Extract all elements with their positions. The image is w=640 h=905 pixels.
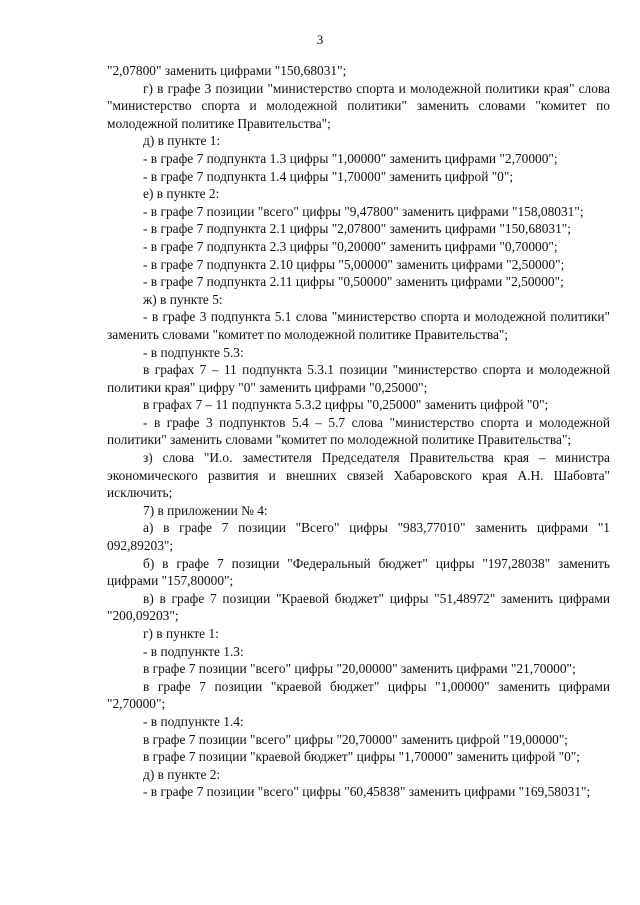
paragraph: б) в графе 7 позиции "Федеральный бюджет" цифры "197,28038" заменить цифрами "157,80000"; [107, 555, 610, 589]
paragraph: - в графе 7 подпункта 1.3 цифры "1,00000" заменить цифрами "2,70000"; [143, 150, 558, 166]
paragraph: в графах 7 – 11 подпункта 5.3.1 позиции "министерство спорта и молодежной политики края" цифру "0" заменить цифрами "0,25000"; [107, 362, 610, 395]
paragraph: - в графе 7 подпункта 2.11 цифры "0,50000" заменить цифрами "2,50000"; [143, 274, 564, 290]
paragraph: - в графе 7 подпункта 2.10 цифры "5,00000" заменить цифрами "2,50000"; [143, 256, 565, 272]
paragraph: - в графе 7 подпункта 2.1 цифры "2,07800" заменить цифрами "150,68031"; [143, 221, 571, 237]
paragraph: д) в пункте 2: [143, 766, 221, 782]
paragraph: - в графе 3 подпункта 5.1 слова "министерство спорта и молодежной политики" заменить словами "комитет по молодежной политике Правительства"; [107, 309, 610, 342]
paragraph: д) в пункте 1: [143, 133, 221, 149]
document-body [107, 62, 610, 801]
paragraph: в графе 7 позиции "краевой бюджет" цифры "1,00000" заменить цифрами "2,70000"; [107, 678, 610, 712]
paragraph: з) слова "И.о. заместителя Председателя Правительства края – министра экономического развития и внешних связей Хабаровского края А.Н. Шабовта" исключить; [107, 450, 610, 501]
paragraph: - в графе 7 позиции "всего" цифры "60,45838" заменить цифрами "169,58031"; [143, 784, 591, 800]
paragraph: - в графе 7 подпункта 1.4 цифры "1,70000" заменить цифрой "0"; [143, 168, 514, 184]
paragraph: 7) в приложении № 4: [143, 502, 268, 518]
paragraph: г) в пункте 1: [143, 626, 219, 641]
paragraph: в) в графе 7 позиции "Краевой бюджет" цифры "51,48972" заменить цифрами "200,09203"; [107, 590, 610, 624]
paragraph: е) в пункте 2: [143, 186, 220, 202]
paragraph: г) в графе 3 позиции "министерство спорта и молодежной политики края" слова "министерство спорта и молодежной политики" заменить словами "комитет по молодежной политике Правительства"; [107, 80, 610, 131]
paragraph: а) в графе 7 позиции "Всего" цифры "983,77010" заменить цифрами "1 092,89203"; [107, 520, 610, 554]
paragraph: - в подпункте 5.3: [143, 344, 244, 360]
paragraph: в графах 7 – 11 подпункта 5.3.2 цифры "0,25000" заменить цифрой "0"; [143, 397, 549, 413]
paragraph: в графе 7 позиции "краевой бюджет" цифры "1,70000" заменить цифрой "0"; [143, 749, 580, 765]
paragraph: - в подпункте 1.4: [143, 713, 244, 729]
paragraph: в графе 7 позиции "всего" цифры "20,00000" заменить цифрами "21,70000"; [143, 661, 576, 677]
page-number: 3 [316, 32, 324, 47]
paragraph: - в графе 7 позиции "всего" цифры "9,47800" заменить цифрами "158,08031"; [143, 203, 584, 219]
paragraph: - в графе 7 подпункта 2.3 цифры "0,20000" заменить цифрами "0,70000"; [143, 238, 558, 254]
paragraph: ж) в пункте 5: [143, 291, 223, 307]
paragraph: - в подпункте 1.3: [143, 643, 244, 659]
paragraph: - в графе 3 подпунктов 5.4 – 5.7 слова "министерство спорта и молодежной политики" заменить словами "комитет по молодежной политике Правительства"; [107, 414, 610, 448]
paragraph: "2,07800" заменить цифрами "150,68031"; [107, 63, 347, 78]
paragraph: в графе 7 позиции "всего" цифры "20,70000" заменить цифрой "19,00000"; [143, 731, 569, 747]
